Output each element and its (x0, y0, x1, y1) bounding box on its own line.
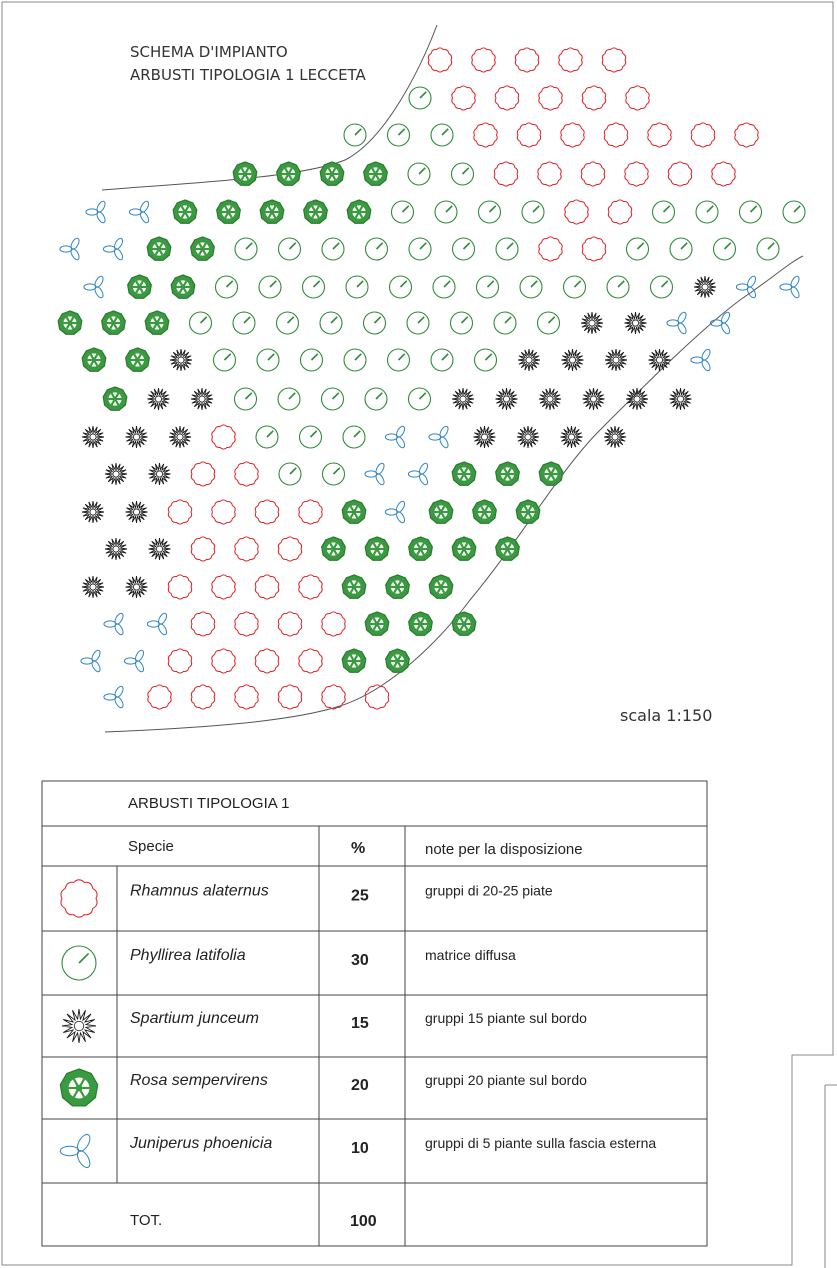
phyllirea-icon (388, 349, 410, 371)
phyllirea-icon (320, 312, 342, 334)
planting-plan (58, 48, 805, 709)
phyllirea-icon (522, 201, 544, 223)
juniperus-icon (691, 348, 712, 372)
rhamnus-icon (168, 500, 191, 524)
rosa-icon (365, 537, 389, 560)
legend-percent-value: 10 (351, 1140, 369, 1157)
legend-total-label: TOT. (130, 1212, 163, 1229)
rhamnus-icon (515, 48, 538, 72)
rosa-icon (409, 537, 433, 560)
rosa-icon (386, 575, 410, 598)
rhamnus-icon (474, 123, 497, 147)
spartium-icon (105, 463, 127, 485)
rhamnus-icon (712, 162, 735, 186)
rhamnus-icon (582, 86, 605, 110)
rhamnus-icon (235, 537, 258, 561)
rosa-icon (60, 1069, 97, 1106)
phyllirea-icon (409, 238, 431, 260)
rhamnus-icon (212, 500, 235, 524)
spartium-icon (82, 426, 104, 448)
phyllirea-icon (392, 201, 414, 223)
rhamnus-icon (625, 162, 648, 186)
rosa-icon (516, 500, 540, 523)
rosa-icon (171, 275, 195, 298)
rhamnus-icon (735, 123, 758, 147)
spartium-icon (518, 349, 540, 371)
phyllirea-icon (303, 276, 325, 298)
rosa-icon (452, 612, 476, 635)
phyllirea-icon (346, 276, 368, 298)
legend-species-name: Juniperus phoenicia (130, 1135, 273, 1152)
phyllirea-icon (344, 124, 366, 146)
spartium-icon (517, 426, 539, 448)
phyllirea-icon (783, 201, 805, 223)
juniperus-icon (104, 612, 125, 636)
rhamnus-icon (428, 48, 451, 72)
phyllirea-icon (300, 426, 322, 448)
rhamnus-icon (495, 86, 518, 110)
rosa-icon (103, 387, 127, 410)
rosa-icon (347, 200, 371, 223)
spartium-icon (626, 388, 648, 410)
rosa-icon (128, 275, 152, 298)
legend-species-name: Rhamnus alaternus (130, 882, 269, 900)
juniperus-icon (129, 200, 150, 224)
juniperus-icon (429, 425, 450, 449)
phyllirea-icon (520, 276, 542, 298)
rhamnus-icon (538, 162, 561, 186)
phyllirea-icon (696, 201, 718, 223)
legend-note: gruppi 20 piante sul bordo (425, 1072, 587, 1088)
rhamnus-icon (322, 685, 345, 709)
phyllirea-icon (479, 201, 501, 223)
phyllirea-icon (452, 163, 474, 185)
juniperus-icon (780, 275, 801, 299)
spartium-icon (105, 538, 127, 560)
legend-header-notes: note per la disposizione (425, 841, 583, 858)
rosa-icon (342, 575, 366, 598)
phyllirea-icon (235, 238, 257, 260)
phyllirea-icon (433, 276, 455, 298)
spartium-icon (694, 276, 716, 298)
rosa-icon (191, 237, 215, 260)
spartium-icon (149, 538, 171, 560)
phyllirea-icon (235, 388, 257, 410)
plan-title-line1: SCHEMA D'IMPIANTO (130, 43, 288, 61)
spartium-icon (604, 426, 626, 448)
legend-species-name: Phyllirea latifolia (130, 947, 246, 964)
legend-percent-value: 25 (351, 887, 369, 905)
rosa-icon (322, 537, 346, 560)
spartium-icon (126, 501, 148, 523)
rosa-icon (58, 311, 82, 334)
rosa-icon (126, 348, 150, 371)
spartium-icon (581, 312, 603, 334)
phyllirea-icon (279, 238, 301, 260)
phyllirea-icon (323, 463, 345, 485)
phyllirea-icon (190, 312, 212, 334)
rosa-icon (342, 649, 366, 672)
spartium-icon (539, 388, 561, 410)
rosa-icon (452, 462, 476, 485)
phyllirea-icon (477, 276, 499, 298)
phyllirea-icon (431, 124, 453, 146)
rhamnus-icon (191, 537, 214, 561)
rosa-icon (473, 500, 497, 523)
rosa-icon (496, 462, 520, 485)
phyllirea-icon (740, 201, 762, 223)
rhamnus-icon (602, 48, 625, 72)
spartium-icon (583, 388, 605, 410)
phyllirea-icon (365, 388, 387, 410)
spartium-icon (496, 388, 518, 410)
rhamnus-icon (539, 237, 562, 261)
phyllirea-icon (757, 238, 779, 260)
spartium-icon (126, 576, 148, 598)
rhamnus-icon (168, 649, 191, 673)
phyllirea-icon (627, 238, 649, 260)
phyllirea-icon (388, 124, 410, 146)
spartium-icon (474, 426, 496, 448)
rosa-icon (496, 537, 520, 560)
phyllirea-icon (279, 463, 301, 485)
rosa-icon (452, 537, 476, 560)
rhamnus-icon (191, 462, 214, 486)
legend-percent-value: 30 (351, 952, 369, 969)
rosa-icon (342, 500, 366, 523)
spartium-icon (170, 349, 192, 371)
spartium-icon (169, 426, 191, 448)
spartium-icon (126, 426, 148, 448)
phyllirea-icon (453, 238, 475, 260)
rhamnus-icon (565, 200, 588, 224)
legend-note: gruppi di 5 piante sulla fascia esterna (425, 1135, 657, 1151)
rhamnus-icon (299, 649, 322, 673)
legend-note: gruppi di 20-25 piate (425, 882, 553, 899)
phyllirea-icon (390, 276, 412, 298)
rosa-icon (304, 200, 328, 223)
juniperus-icon (365, 462, 386, 486)
spartium-icon (452, 388, 474, 410)
rhamnus-icon (648, 123, 671, 147)
phyllirea-icon (301, 349, 323, 371)
juniperus-icon (408, 462, 429, 486)
spartium-icon (649, 349, 671, 371)
juniperus-icon (81, 649, 102, 673)
legend-table (42, 781, 707, 1246)
spartium-icon (562, 349, 584, 371)
legend-total-percent: 100 (350, 1213, 377, 1230)
legend-percent-value: 15 (351, 1015, 369, 1032)
phyllirea-icon (496, 238, 518, 260)
rhamnus-icon (212, 649, 235, 673)
phyllirea-icon (277, 312, 299, 334)
rhamnus-icon (255, 575, 278, 599)
rhamnus-icon (191, 612, 214, 636)
rhamnus-icon (278, 537, 301, 561)
rhamnus-icon (235, 612, 258, 636)
phyllirea-icon (451, 312, 473, 334)
phyllirea-icon (233, 312, 255, 334)
rhamnus-icon (255, 500, 278, 524)
phyllirea-icon (214, 349, 236, 371)
spartium-icon (62, 1009, 96, 1043)
phyllirea-icon (564, 276, 586, 298)
juniperus-icon (60, 1132, 92, 1169)
legend-note: matrice diffusa (425, 947, 516, 963)
rhamnus-icon (191, 685, 214, 709)
rhamnus-icon (452, 86, 475, 110)
juniperus-icon (147, 612, 168, 636)
rosa-icon (277, 162, 301, 185)
juniperus-icon (385, 500, 406, 524)
rosa-icon (364, 162, 388, 185)
spartium-icon (149, 463, 171, 485)
rhamnus-icon (559, 48, 582, 72)
phyllirea-icon (343, 426, 365, 448)
scale-label: scala 1:150 (620, 706, 713, 725)
rosa-icon (260, 200, 284, 223)
legend-header-species: Specie (128, 838, 174, 855)
phyllirea-icon (364, 312, 386, 334)
spartium-icon (605, 349, 627, 371)
rhamnus-icon (235, 462, 258, 486)
juniperus-icon (86, 200, 107, 224)
rhamnus-icon (255, 649, 278, 673)
phyllirea-icon (407, 312, 429, 334)
rosa-icon (320, 162, 344, 185)
rosa-icon (217, 200, 241, 223)
rhamnus-icon (299, 500, 322, 524)
rosa-icon (539, 462, 563, 485)
juniperus-icon (667, 311, 688, 335)
rhamnus-icon (561, 123, 584, 147)
rhamnus-icon (212, 425, 235, 449)
rosa-icon (173, 200, 197, 223)
legend-percent-value: 20 (351, 1077, 369, 1094)
spartium-icon (670, 388, 692, 410)
rosa-icon (386, 649, 410, 672)
phyllirea-icon (322, 238, 344, 260)
rhamnus-icon (472, 48, 495, 72)
rosa-icon (409, 612, 433, 635)
rosa-icon (102, 311, 126, 334)
phyllirea-icon (651, 276, 673, 298)
rhamnus-icon (61, 880, 97, 917)
legend-species-name: Rosa sempervirens (130, 1072, 268, 1089)
rosa-icon (145, 311, 169, 334)
juniperus-icon (104, 685, 125, 709)
rhamnus-icon (668, 162, 691, 186)
rhamnus-icon (626, 86, 649, 110)
legend-header-percent: % (351, 840, 366, 857)
phyllirea-icon (256, 426, 278, 448)
rhamnus-icon (691, 123, 714, 147)
juniperus-icon (385, 425, 406, 449)
phyllirea-icon (653, 201, 675, 223)
phyllirea-icon (344, 349, 366, 371)
rosa-icon (365, 612, 389, 635)
phyllirea-icon (670, 238, 692, 260)
phyllirea-icon (714, 238, 736, 260)
phyllirea-icon (322, 388, 344, 410)
juniperus-icon (124, 649, 145, 673)
rhamnus-icon (582, 237, 605, 261)
phyllirea-icon (257, 349, 279, 371)
phyllirea-icon (475, 349, 497, 371)
rhamnus-icon (322, 612, 345, 636)
rhamnus-icon (299, 575, 322, 599)
phyllirea-icon (435, 201, 457, 223)
spartium-icon (82, 576, 104, 598)
spartium-icon (625, 312, 647, 334)
legend-title: ARBUSTI TIPOLOGIA 1 (128, 795, 290, 812)
phyllirea-icon (216, 276, 238, 298)
spartium-icon (561, 426, 583, 448)
phyllirea-icon (431, 349, 453, 371)
rhamnus-icon (235, 685, 258, 709)
spartium-icon (148, 388, 170, 410)
phyllirea-icon (409, 87, 431, 109)
rhamnus-icon (608, 200, 631, 224)
rosa-icon (429, 500, 453, 523)
rhamnus-icon (539, 86, 562, 110)
legend-note: gruppi 15 piante sul bordo (425, 1010, 587, 1026)
phyllirea-icon (259, 276, 281, 298)
rosa-icon (147, 237, 171, 260)
juniperus-icon (710, 311, 731, 335)
spartium-icon (191, 388, 213, 410)
rhamnus-icon (581, 162, 604, 186)
rosa-icon (82, 348, 106, 371)
rhamnus-icon (517, 123, 540, 147)
rhamnus-icon (168, 575, 191, 599)
phyllirea-icon (494, 312, 516, 334)
rhamnus-icon (148, 685, 171, 709)
rhamnus-icon (494, 162, 517, 186)
legend-species-name: Spartium junceum (130, 1010, 259, 1027)
phyllirea-icon (409, 388, 431, 410)
phyllirea-icon (538, 312, 560, 334)
juniperus-icon (60, 237, 81, 261)
spartium-icon (82, 501, 104, 523)
rhamnus-icon (604, 123, 627, 147)
rhamnus-icon (278, 612, 301, 636)
plan-title-line2: ARBUSTI TIPOLOGIA 1 LECCETA (130, 66, 366, 84)
phyllirea-icon (408, 163, 430, 185)
juniperus-icon (84, 275, 105, 299)
rosa-icon (233, 162, 257, 185)
rhamnus-icon (278, 685, 301, 709)
rhamnus-icon (212, 575, 235, 599)
phyllirea-icon (278, 388, 300, 410)
juniperus-icon (103, 237, 124, 261)
phyllirea-icon (366, 238, 388, 260)
phyllirea-icon (607, 276, 629, 298)
phyllirea-icon (62, 946, 96, 980)
rosa-icon (429, 575, 453, 598)
